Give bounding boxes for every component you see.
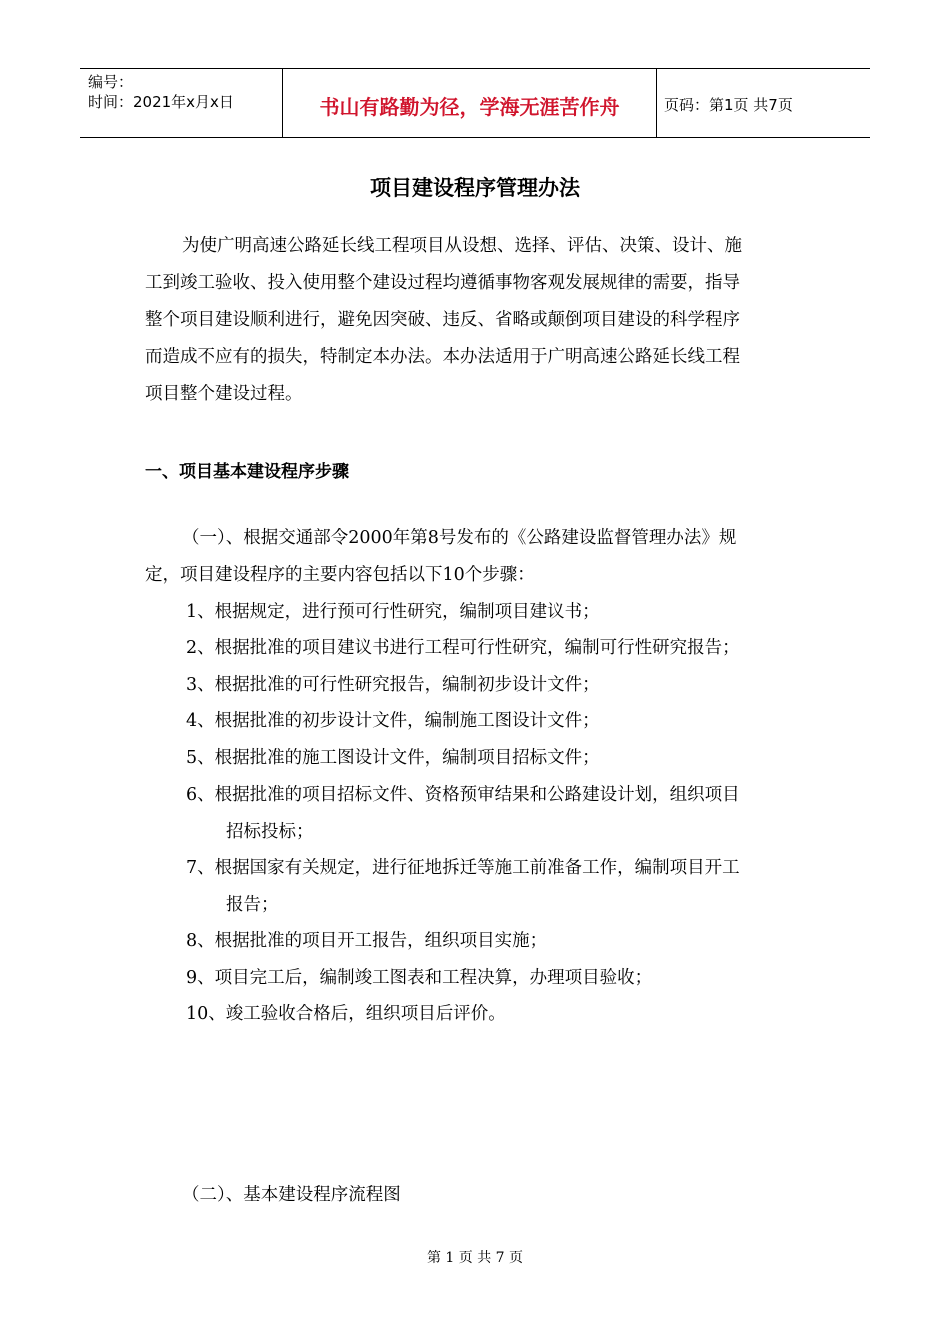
page-code: 页码：第1页 共7页 bbox=[664, 96, 793, 114]
step-7-cont: 报告； bbox=[226, 895, 279, 915]
motto: 书山有路勤为径，学海无涯苦作舟 bbox=[319, 95, 620, 119]
step-7: 7、根据国家有关规定，进行征地拆迁等施工前准备工作，编制项目开工 bbox=[186, 858, 740, 878]
step-6-cont: 招标投标； bbox=[226, 822, 314, 842]
step-8: 8、根据批准的项目开工报告，组织项目实施； bbox=[186, 931, 548, 951]
header-info-cell bbox=[80, 69, 282, 137]
step-10: 10、竣工验收合格后，组织项目后评价。 bbox=[186, 1004, 506, 1024]
page-footer: 第 1 页 共 7 页 bbox=[426, 1250, 524, 1266]
number-label: 编号： bbox=[88, 73, 134, 91]
sub1-line-2: 定，项目建设程序的主要内容包括以下10个步骤： bbox=[145, 565, 535, 585]
step-5: 5、根据批准的施工图设计文件，编制项目招标文件； bbox=[186, 748, 600, 768]
section-heading: 一、项目基本建设程序步骤 bbox=[145, 462, 349, 482]
intro-line-5: 项目整个建设过程。 bbox=[145, 384, 303, 404]
intro-line-3: 整个项目建设顺利进行，避免因突破、违反、省略或颠倒项目建设的科学程序 bbox=[145, 310, 740, 330]
step-6: 6、根据批准的项目招标文件、资格预审结果和公路建设计划，组织项目 bbox=[186, 785, 740, 805]
step-1: 1、根据规定，进行预可行性研究，编制项目建议书； bbox=[186, 602, 600, 622]
time-label: 时间：2021年x月x日 bbox=[88, 93, 234, 111]
intro-line-4: 而造成不应有的损失，特制定本办法。本办法适用于广明高速公路延长线工程 bbox=[145, 347, 740, 367]
step-4: 4、根据批准的初步设计文件，编制施工图设计文件； bbox=[186, 711, 600, 731]
header-motto-cell bbox=[282, 69, 657, 137]
intro-line-1: 为使广明高速公路延长线工程项目从设想、选择、评估、决策、设计、施 bbox=[182, 236, 742, 256]
step-9: 9、项目完工后，编制竣工图表和工程决算，办理项目验收； bbox=[186, 968, 653, 988]
document-header bbox=[80, 68, 870, 138]
header-page-cell bbox=[656, 69, 870, 137]
intro-line-2: 工到竣工验收、投入使用整个建设过程均遵循事物客观发展规律的需要，指导 bbox=[145, 273, 740, 293]
sub2-heading: （二）、基本建设程序流程图 bbox=[182, 1185, 401, 1205]
step-3: 3、根据批准的可行性研究报告，编制初步设计文件； bbox=[186, 675, 600, 695]
step-2: 2、根据批准的项目建议书进行工程可行性研究，编制可行性研究报告； bbox=[186, 638, 740, 658]
page-title: 项目建设程序管理办法 bbox=[370, 176, 580, 200]
sub1-line-1: （一）、根据交通部令2000年第8号发布的《公路建设监督管理办法》规 bbox=[182, 528, 737, 548]
